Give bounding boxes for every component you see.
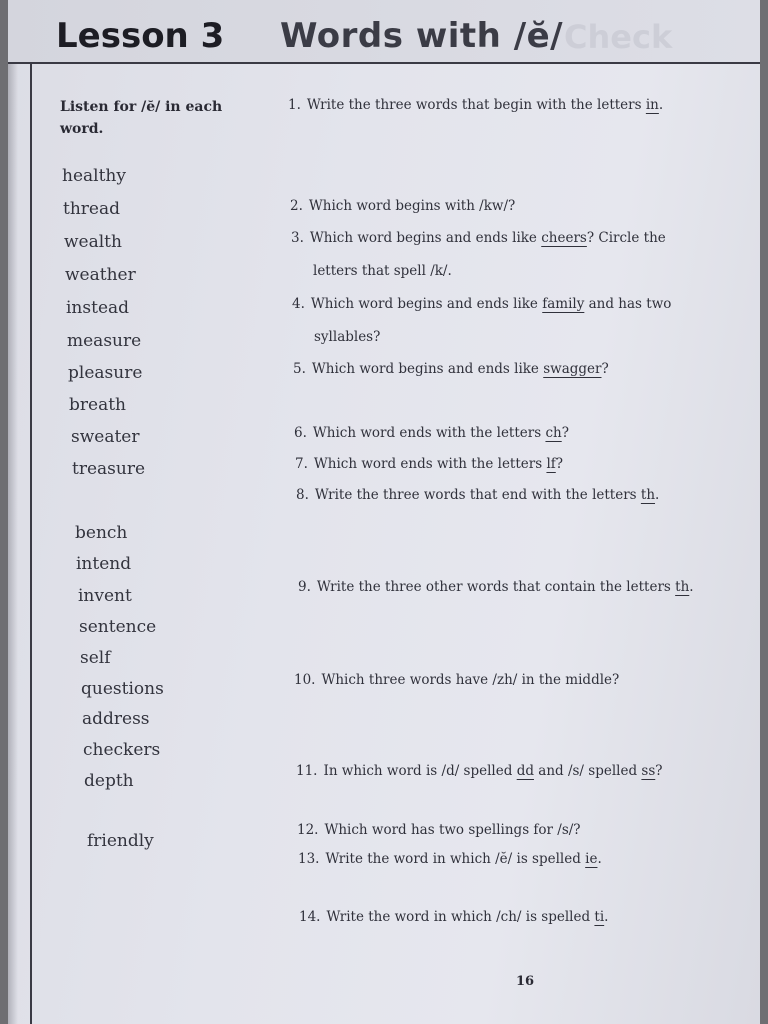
question-number: 4. — [292, 296, 305, 312]
word-item: treasure — [72, 459, 146, 479]
word-item: instead — [66, 298, 130, 318]
question-3-continued — [313, 263, 452, 279]
question-text: Which word begins and ends like — [311, 361, 539, 377]
word-item: measure — [67, 331, 142, 351]
question-text: Which word begins with /kw/? — [308, 198, 516, 214]
word-item: breath — [69, 395, 126, 415]
question-number: 13. — [298, 851, 320, 867]
question-text: Write the three words that begin with the letters — [306, 97, 642, 113]
question-3 — [291, 230, 666, 246]
question-1 — [288, 97, 663, 113]
underlined-letters: th — [640, 487, 656, 503]
question-8 — [296, 487, 659, 503]
question-number: 3. — [291, 230, 304, 246]
question-middle: and /s/ spelled — [533, 763, 642, 779]
question-number: 9. — [298, 579, 311, 595]
page-shadow — [8, 0, 18, 1024]
question-number: 14. — [299, 909, 321, 925]
left-margin-rule — [30, 62, 32, 1024]
word-item: pleasure — [68, 363, 143, 383]
word-item: weather — [65, 265, 136, 285]
question-text: Which word ends with the letters — [313, 456, 543, 472]
question-text: Which word has two spellings for /s/? — [324, 822, 581, 838]
question-13 — [298, 851, 602, 867]
question-text: Which word begins and ends like — [309, 230, 537, 246]
question-end: . — [604, 909, 609, 925]
question-5 — [293, 361, 609, 377]
header-divider — [8, 62, 760, 64]
question-text: letters that spell /k/. — [313, 263, 452, 279]
word-item: thread — [63, 199, 120, 219]
underlined-letters: ie — [585, 851, 598, 867]
workbook-page — [8, 0, 760, 1024]
word-item: questions — [81, 679, 164, 699]
word-item: invent — [78, 586, 132, 606]
underlined-letters: th — [675, 579, 690, 595]
word-item: friendly — [87, 831, 154, 851]
question-7 — [295, 456, 563, 472]
underlined-word: swagger — [543, 361, 602, 377]
underlined-letters: in — [645, 97, 659, 113]
question-10 — [294, 672, 619, 688]
question-6 — [294, 425, 569, 441]
question-end: ? — [655, 763, 663, 779]
underlined-letters: ss — [641, 763, 656, 779]
word-item: checkers — [83, 740, 161, 760]
page-number: 16 — [516, 974, 535, 989]
question-number: 8. — [296, 487, 309, 503]
question-end: . — [655, 487, 660, 503]
question-number: 1. — [288, 97, 301, 113]
question-end: . — [597, 851, 602, 867]
question-number: 2. — [290, 198, 303, 214]
question-text: In which word is /d/ spelled — [323, 763, 513, 779]
question-14 — [299, 909, 608, 925]
question-11 — [296, 763, 663, 779]
question-end: . — [689, 579, 694, 595]
word-item: sentence — [79, 617, 157, 637]
question-text: Which word ends with the letters — [312, 425, 542, 441]
question-text: Which word begins and ends like — [310, 296, 538, 312]
word-item: wealth — [64, 232, 122, 252]
question-text: Write the three other words that contain the letters — [316, 579, 671, 595]
question-end: and has two — [584, 296, 672, 312]
question-2 — [290, 198, 515, 214]
word-item: bench — [75, 523, 128, 543]
word-item: sweater — [71, 427, 140, 447]
word-item: intend — [76, 554, 132, 574]
question-4-continued — [314, 329, 380, 345]
bleed-through-text: Check — [564, 18, 673, 56]
question-text: Which three words have /zh/ in the middle? — [321, 672, 620, 688]
question-end: ? — [561, 425, 569, 441]
underlined-letters: lf — [546, 456, 556, 472]
word-item: depth — [84, 771, 134, 791]
question-end: ? — [555, 456, 564, 472]
lesson-topic: Words with /ĕ/ — [280, 16, 564, 56]
word-item: self — [80, 648, 111, 668]
question-number: 6. — [294, 425, 307, 441]
question-text: syllables? — [314, 329, 381, 345]
question-number: 12. — [297, 822, 319, 838]
question-9 — [298, 579, 694, 595]
underlined-letters: ch — [545, 425, 562, 441]
lesson-number: Lesson 3 — [56, 16, 225, 56]
word-item: address — [82, 709, 150, 729]
question-number: 11. — [296, 763, 318, 779]
question-number: 7. — [295, 456, 308, 472]
underlined-letters: dd — [516, 763, 534, 779]
listen-instruction: Listen for /ĕ/ in each word. — [60, 99, 223, 137]
underlined-word: cheers — [541, 230, 587, 246]
question-number: 5. — [293, 361, 306, 377]
question-end: . — [658, 97, 664, 113]
question-text: Write the word in which /ch/ is spelled — [326, 909, 591, 925]
question-text: Write the three words that end with the letters — [314, 487, 637, 503]
question-end: ? — [601, 361, 609, 377]
question-end: ? Circle the — [586, 230, 666, 246]
underlined-word: family — [542, 296, 585, 312]
question-12 — [297, 822, 581, 838]
question-text: Write the word in which /ĕ/ is spelled — [325, 851, 581, 867]
question-number: 10. — [294, 672, 316, 688]
word-item: healthy — [62, 166, 126, 186]
underlined-letters: ti — [594, 909, 605, 925]
question-4 — [292, 296, 671, 312]
